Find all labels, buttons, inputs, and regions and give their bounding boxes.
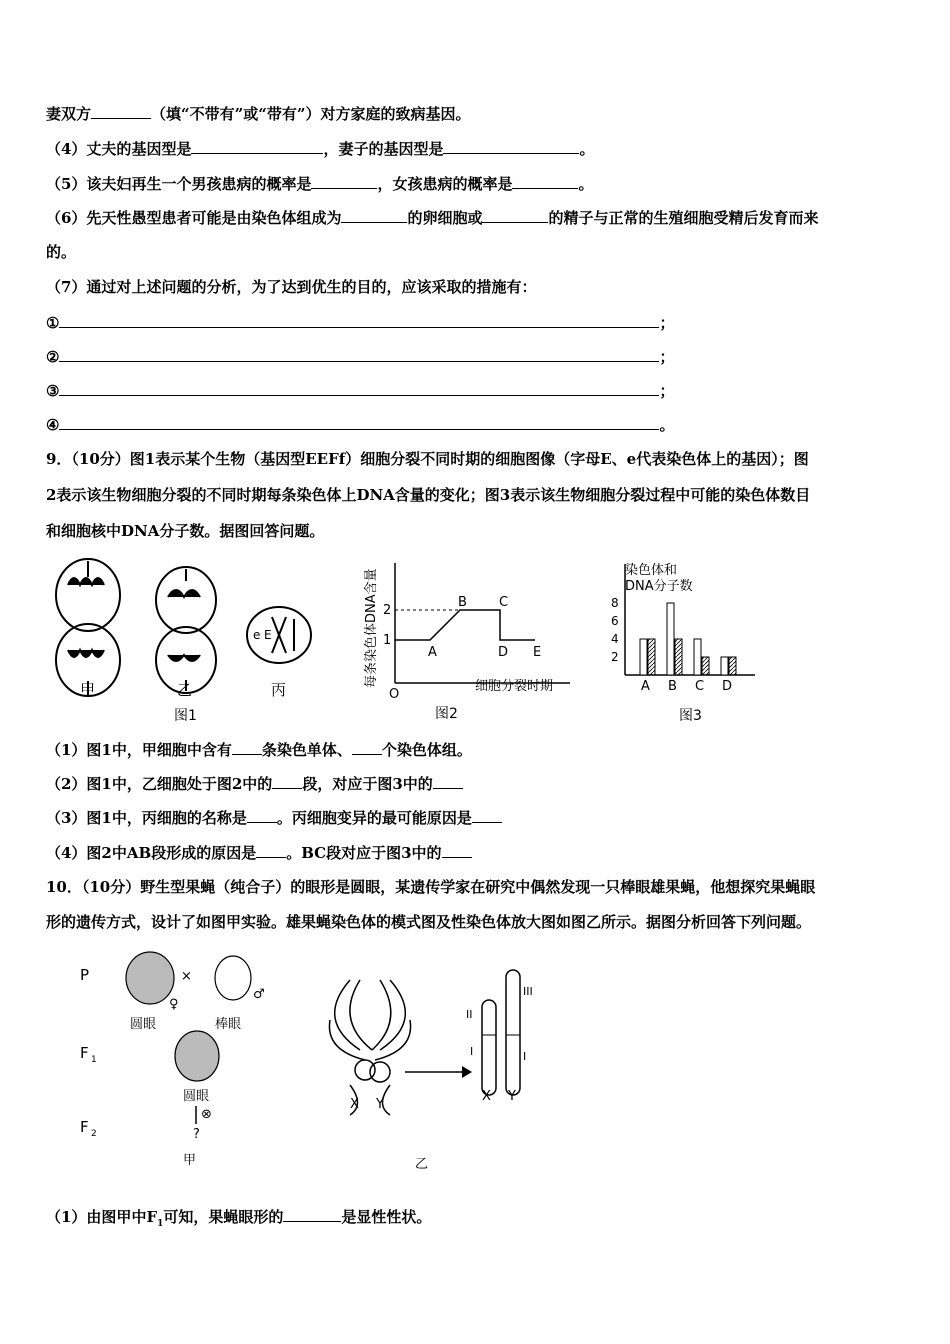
measure-4: ④ 。 bbox=[46, 416, 675, 434]
q8-line-6: （6）先天性愚型患者可能是由染色体组成为 的卵细胞或 的精子与正常的生殖细胞受精后发育而来 bbox=[46, 209, 819, 227]
segment-I: I bbox=[470, 1045, 474, 1058]
x-chromosome bbox=[482, 1000, 496, 1095]
gene-e: e bbox=[253, 628, 261, 642]
q8-line-6b: 的。 bbox=[46, 243, 77, 261]
measure-2: ② ； bbox=[46, 348, 675, 366]
blank[interactable] bbox=[442, 843, 472, 858]
blank[interactable] bbox=[256, 843, 286, 858]
label-X-small: X bbox=[350, 1097, 359, 1112]
fly-male-icon bbox=[215, 956, 251, 1000]
q10-intro-1: 10．（10分）野生型果蝇（纯合子）的眼形是圆眼，某遗传学家在研究中偶然发现一只棒眼雄果蝇，他想探究果蝇眼 bbox=[46, 878, 816, 896]
category-D: D bbox=[722, 679, 733, 694]
figure-1-caption: 图1 bbox=[174, 708, 197, 724]
bar-A-dna bbox=[648, 639, 655, 675]
blank[interactable] bbox=[512, 174, 578, 189]
q10-sub-1: （1）由图甲中$F_1$可知，果蝇眼形的 是显性性状。 bbox=[46, 1208, 432, 1229]
figure-2 bbox=[355, 558, 585, 730]
point-C: C bbox=[499, 595, 509, 610]
segment-III: III bbox=[523, 985, 533, 998]
q9-intro-1: 9．（10分）图1表示某个生物（基因型EEFf）细胞分裂不同时期的细胞图像（字母E、e代表染色体上的基因）；图 bbox=[46, 450, 809, 468]
blank[interactable] bbox=[472, 808, 502, 823]
ytick-6: 6 bbox=[611, 614, 619, 628]
segment-I-y: I bbox=[523, 1050, 527, 1063]
fly-female-icon bbox=[126, 952, 174, 1004]
label-Y: Y bbox=[508, 1089, 516, 1104]
blank[interactable] bbox=[247, 808, 277, 823]
gen-F1-sub: 1 bbox=[91, 1055, 97, 1065]
label-round-eye: 圆眼 bbox=[130, 1017, 157, 1032]
q9-sub-4: （4）图2中AB段形成的原因是 。BC段对应于图3中的 bbox=[46, 843, 472, 862]
figure-yi-chromosomes bbox=[310, 960, 550, 1172]
bar-D-dna bbox=[729, 657, 736, 675]
category-C: C bbox=[695, 679, 705, 694]
figure-yi-caption: 乙 bbox=[415, 1157, 429, 1172]
gen-F2: F bbox=[80, 1118, 89, 1136]
gen-P: P bbox=[80, 966, 90, 984]
q8-line-7: （7）通过对上述问题的分析，为了达到优生的目的，应该采取的措施有： bbox=[46, 278, 537, 296]
segment-II: II bbox=[466, 1008, 473, 1021]
blank[interactable] bbox=[433, 774, 463, 789]
label-bar-eye: 棒眼 bbox=[215, 1017, 242, 1032]
q8-line-4: （4）丈夫的基因型是 ，妻子的基因型是 。 bbox=[46, 140, 595, 158]
label-X: X bbox=[482, 1089, 491, 1104]
q10-intro-2: 形的遗传方式，设计了如图甲实验。雄果蝇染色体的模式图及性染色体放大图如图乙所示。据图分析回答下列问题。 bbox=[46, 913, 812, 931]
question-mark: ? bbox=[193, 1127, 200, 1142]
blank[interactable] bbox=[59, 381, 659, 396]
point-A: A bbox=[428, 645, 437, 660]
category-A: A bbox=[641, 679, 650, 694]
point-D: D bbox=[498, 645, 509, 660]
point-E: E bbox=[533, 645, 542, 660]
ytick-2: 2 bbox=[383, 603, 392, 618]
q9-intro-2: 2表示该生物细胞分裂的不同时期每条染色体上DNA含量的变化；图3表示该生物细胞分裂过程中可能的染色体数目 bbox=[46, 486, 811, 504]
origin: O bbox=[389, 687, 400, 702]
gen-F1: F bbox=[80, 1044, 89, 1062]
blank[interactable] bbox=[191, 139, 323, 154]
bar-C-dna bbox=[702, 657, 709, 675]
label-jia: 甲 bbox=[80, 681, 96, 699]
gen-F2-sub: 2 bbox=[91, 1129, 97, 1139]
bar-D-chromosome bbox=[721, 657, 728, 675]
q9-sub-3: （3）图1中，丙细胞的名称是 。丙细胞变异的最可能原因是 bbox=[46, 808, 502, 827]
label-yi: 乙 bbox=[177, 681, 193, 699]
q8-line-1: 妻双方 （填“不带有”或“带有”）对方家庭的致病基因。 bbox=[46, 105, 471, 123]
y-label-1: 染色体和 bbox=[625, 563, 678, 578]
measure-3: ③ ； bbox=[46, 382, 675, 400]
q9-sub-2: （2）图1中，乙细胞处于图2中的 段，对应于图3中的 bbox=[46, 774, 463, 793]
ytick-1: 1 bbox=[383, 633, 392, 648]
blank[interactable] bbox=[341, 208, 407, 223]
blank[interactable] bbox=[272, 774, 302, 789]
self-cross-sign: ⊗ bbox=[201, 1107, 212, 1122]
bar-B-dna bbox=[675, 639, 682, 675]
ytick-8: 8 bbox=[611, 596, 619, 610]
q9-sub-1: （1）图1中，甲细胞中含有 条染色单体、 个染色体组。 bbox=[46, 741, 472, 759]
figure-2-caption: 图2 bbox=[435, 706, 458, 722]
blank[interactable] bbox=[59, 313, 659, 328]
q8-line-5: （5）该夫妇再生一个男孩患病的概率是 ，女孩患病的概率是 。 bbox=[46, 175, 594, 193]
blank[interactable] bbox=[59, 415, 659, 430]
blank[interactable] bbox=[311, 174, 377, 189]
y-chromosome bbox=[506, 970, 520, 1095]
blank[interactable] bbox=[283, 1207, 341, 1222]
gene-E: E bbox=[264, 628, 272, 642]
figure-3 bbox=[605, 560, 765, 730]
label-Y-small: Y bbox=[376, 1097, 384, 1112]
label-round-eye-f1: 圆眼 bbox=[183, 1089, 210, 1104]
cell-yi bbox=[156, 567, 216, 693]
bar-A-chromosome bbox=[640, 639, 647, 675]
bar-C-chromosome bbox=[694, 639, 701, 675]
category-B: B bbox=[668, 679, 677, 694]
cell-jia bbox=[56, 559, 120, 696]
blank[interactable] bbox=[91, 104, 151, 119]
blank[interactable] bbox=[59, 347, 659, 362]
ytick-4: 4 bbox=[611, 632, 619, 646]
dna-curve bbox=[395, 610, 535, 640]
female-sign: ♀ bbox=[169, 997, 179, 1012]
x-label: 细胞分裂时期 bbox=[475, 679, 554, 694]
blank[interactable] bbox=[482, 208, 548, 223]
fly-f1-icon bbox=[175, 1031, 219, 1081]
ytick-2: 2 bbox=[611, 650, 619, 664]
point-B: B bbox=[458, 595, 467, 610]
measure-1: ① ； bbox=[46, 314, 675, 332]
blank[interactable] bbox=[232, 740, 262, 755]
cross-sign: × bbox=[181, 969, 192, 984]
blank[interactable] bbox=[352, 740, 382, 755]
figure-jia-caption: 甲 bbox=[183, 1153, 197, 1168]
chromosome-set bbox=[329, 980, 410, 1115]
q9-intro-3: 和细胞核中DNA分子数。据图回答问题。 bbox=[46, 522, 325, 540]
bar-B-chromosome bbox=[667, 603, 674, 675]
figure-3-caption: 图3 bbox=[679, 708, 702, 724]
label-bing: 丙 bbox=[271, 681, 287, 699]
male-sign: ♂ bbox=[253, 987, 265, 1002]
blank[interactable] bbox=[443, 139, 579, 154]
y-label: 每条染色体DNA含量 bbox=[364, 568, 379, 688]
y-label-2: DNA分子数 bbox=[625, 579, 693, 594]
figure-1 bbox=[46, 555, 336, 730]
figure-jia-cross bbox=[75, 948, 275, 1173]
